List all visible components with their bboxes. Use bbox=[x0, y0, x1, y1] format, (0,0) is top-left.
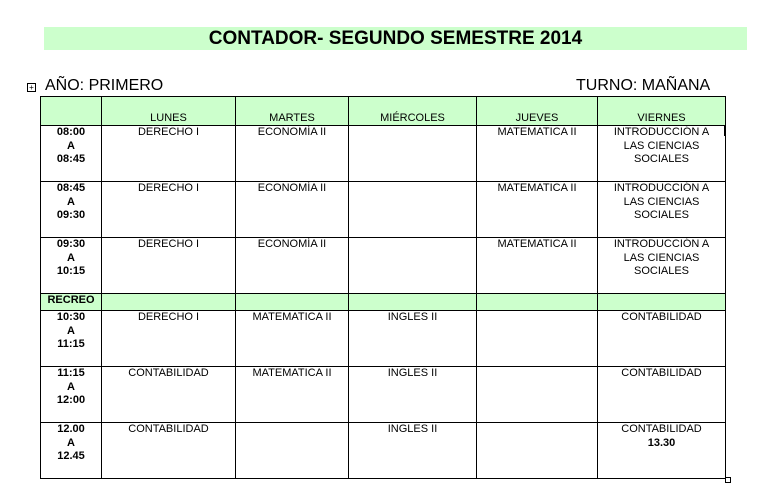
class-name: CONTABILIDAD bbox=[128, 423, 209, 435]
shift-label: TURNO: MAÑANA bbox=[576, 77, 711, 94]
class-name: DERECHO I bbox=[137, 182, 200, 194]
break-cell bbox=[477, 294, 598, 311]
class-cell-tuesday bbox=[236, 126, 349, 182]
schedule-table bbox=[40, 96, 726, 479]
class-name: LAS CIENCIAS bbox=[623, 195, 700, 208]
table-row bbox=[41, 126, 726, 182]
class-name: CONTABILIDAD bbox=[621, 423, 702, 435]
time-line: A bbox=[67, 251, 75, 264]
header-day-wednesday: MIÉRCOLES bbox=[349, 97, 477, 126]
class-cell-monday bbox=[102, 182, 236, 238]
time-line: A bbox=[67, 195, 75, 208]
class-cell-monday bbox=[102, 238, 236, 294]
time-line: A bbox=[67, 380, 75, 393]
header-corner-cell bbox=[41, 97, 102, 126]
class-cell-thursday bbox=[477, 126, 598, 182]
class-cell-thursday bbox=[477, 367, 598, 423]
table-resize-handle-icon[interactable] bbox=[725, 477, 731, 483]
header-day-monday: LUNES bbox=[102, 97, 236, 126]
header-day-tuesday: MARTES bbox=[236, 97, 349, 126]
class-name: MATEMATICA II bbox=[497, 126, 577, 138]
class-name: INGLES II bbox=[387, 367, 438, 379]
table-row bbox=[41, 423, 726, 479]
document-title: CONTADOR- SEGUNDO SEMESTRE 2014 bbox=[44, 27, 747, 50]
time-line: 11:15 bbox=[57, 367, 85, 379]
header-day-friday: VIERNES bbox=[598, 97, 726, 126]
class-cell-monday bbox=[102, 367, 236, 423]
class-name: MATEMATICA II bbox=[497, 182, 577, 194]
time-line: 08:00 bbox=[56, 126, 86, 138]
class-cell-wednesday bbox=[349, 238, 477, 294]
time-line: 10:15 bbox=[56, 265, 86, 277]
class-name: SOCIALES bbox=[633, 209, 690, 221]
class-name: INGLES II bbox=[387, 423, 438, 435]
time-line: 10:30 bbox=[56, 311, 86, 323]
time-line: 12.00 bbox=[57, 423, 85, 435]
class-name: INTRODUCCIÓN A bbox=[613, 182, 710, 194]
time-cell bbox=[41, 238, 102, 294]
break-cell bbox=[598, 294, 726, 311]
class-cell-thursday bbox=[477, 311, 598, 367]
break-row bbox=[41, 294, 726, 311]
class-cell-thursday bbox=[477, 182, 598, 238]
time-line: A bbox=[67, 436, 75, 449]
header-day-thursday: JUEVES bbox=[477, 97, 598, 126]
class-name: INGLES II bbox=[387, 311, 438, 323]
class-name: SOCIALES bbox=[633, 153, 690, 165]
time-cell bbox=[41, 423, 102, 479]
time-line: A bbox=[67, 324, 75, 337]
class-name: ECONOMÍA II bbox=[257, 182, 327, 194]
class-cell-thursday bbox=[477, 238, 598, 294]
class-name: INTRODUCCIÓN A bbox=[613, 126, 710, 138]
class-name: DERECHO I bbox=[137, 238, 200, 250]
break-cell bbox=[236, 294, 349, 311]
class-cell-friday bbox=[598, 126, 726, 182]
time-line: 12.45 bbox=[57, 450, 85, 462]
class-name: SOCIALES bbox=[633, 265, 690, 277]
time-line: A bbox=[67, 139, 75, 152]
class-cell-tuesday bbox=[236, 238, 349, 294]
time-line: 08:45 bbox=[56, 153, 86, 165]
time-line: 12:00 bbox=[56, 394, 86, 406]
time-cell bbox=[41, 311, 102, 367]
year-label: AÑO: PRIMERO bbox=[45, 77, 164, 94]
class-cell-tuesday bbox=[236, 182, 349, 238]
class-name: ECONOMÍA II bbox=[257, 126, 327, 138]
class-name: DERECHO I bbox=[137, 126, 200, 138]
class-cell-wednesday bbox=[349, 423, 477, 479]
class-name: LAS CIENCIAS bbox=[623, 139, 700, 152]
class-cell-tuesday bbox=[236, 423, 349, 479]
class-name: LAS CIENCIAS bbox=[623, 251, 700, 264]
class-cell-monday bbox=[102, 423, 236, 479]
class-name: MATEMATICA II bbox=[252, 367, 332, 379]
class-cell-wednesday bbox=[349, 367, 477, 423]
table-row bbox=[41, 238, 726, 294]
table-row bbox=[41, 182, 726, 238]
class-cell-friday bbox=[598, 367, 726, 423]
class-cell-monday bbox=[102, 311, 236, 367]
class-name: INTRODUCCIÓN A bbox=[613, 238, 710, 250]
break-cell bbox=[102, 294, 236, 311]
time-cell bbox=[41, 126, 102, 182]
class-cell-friday bbox=[598, 311, 726, 367]
table-row bbox=[41, 311, 726, 367]
time-line: 09:30 bbox=[56, 238, 86, 250]
class-cell-monday bbox=[102, 126, 236, 182]
break-label: RECREO bbox=[41, 294, 102, 311]
class-name: CONTABILIDAD bbox=[621, 367, 702, 379]
time-cell bbox=[41, 182, 102, 238]
class-name: MATEMATICA II bbox=[497, 238, 577, 250]
class-name: CONTABILIDAD bbox=[621, 311, 702, 323]
class-cell-friday bbox=[598, 423, 726, 479]
class-cell-tuesday bbox=[236, 367, 349, 423]
class-cell-wednesday bbox=[349, 126, 477, 182]
time-line: 11:15 bbox=[57, 338, 85, 350]
table-row bbox=[41, 367, 726, 423]
class-name: CONTABILIDAD bbox=[128, 367, 209, 379]
time-cell bbox=[41, 367, 102, 423]
class-name: ECONOMÍA II bbox=[257, 238, 327, 250]
header-row bbox=[41, 97, 726, 126]
class-cell-friday bbox=[598, 182, 726, 238]
class-cell-wednesday bbox=[349, 182, 477, 238]
time-line: 08:45 bbox=[56, 182, 86, 194]
class-cell-thursday bbox=[477, 423, 598, 479]
time-line: 09:30 bbox=[56, 209, 86, 221]
class-cell-friday bbox=[598, 238, 726, 294]
end-time-note: 13.30 bbox=[647, 436, 676, 449]
class-cell-wednesday bbox=[349, 311, 477, 367]
class-name: DERECHO I bbox=[137, 311, 200, 323]
class-cell-tuesday bbox=[236, 311, 349, 367]
class-name: MATEMATICA II bbox=[252, 311, 332, 323]
table-move-handle-icon[interactable]: + bbox=[27, 83, 36, 92]
break-cell bbox=[349, 294, 477, 311]
